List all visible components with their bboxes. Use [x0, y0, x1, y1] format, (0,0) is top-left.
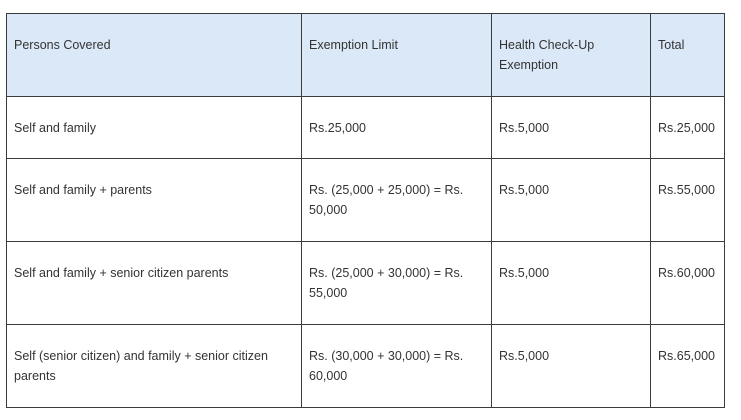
table-row	[7, 325, 725, 408]
cell-exemption-limit: Rs.25,000	[302, 97, 492, 159]
cell-health-checkup: Rs.5,000	[492, 325, 651, 408]
table-row	[7, 97, 725, 159]
cell-persons-covered: Self and family + senior citizen parents	[7, 242, 302, 325]
cell-persons-covered: Self (senior citizen) and family + senior citizen parents	[7, 325, 302, 408]
table-header-row	[7, 14, 725, 97]
cell-exemption-limit: Rs. (30,000 + 30,000) = Rs. 60,000	[302, 325, 492, 408]
cell-persons-covered: Self and family	[7, 97, 302, 159]
cell-total: Rs.60,000	[651, 242, 725, 325]
header-health-checkup-exemption: Health Check-Up Exemption	[492, 14, 651, 97]
cell-health-checkup: Rs.5,000	[492, 242, 651, 325]
cell-persons-covered: Self and family + parents	[7, 159, 302, 242]
cell-health-checkup: Rs.5,000	[492, 97, 651, 159]
exemption-table-container	[6, 13, 725, 408]
cell-exemption-limit: Rs. (25,000 + 30,000) = Rs. 55,000	[302, 242, 492, 325]
cell-total: Rs.55,000	[651, 159, 725, 242]
table-row	[7, 159, 725, 242]
table-row	[7, 242, 725, 325]
cell-exemption-limit: Rs. (25,000 + 25,000) = Rs. 50,000	[302, 159, 492, 242]
cell-total: Rs.65,000	[651, 325, 725, 408]
header-total: Total	[651, 14, 725, 97]
cell-total: Rs.25,000	[651, 97, 725, 159]
cell-health-checkup: Rs.5,000	[492, 159, 651, 242]
exemption-table	[6, 13, 725, 408]
header-exemption-limit: Exemption Limit	[302, 14, 492, 97]
header-persons-covered: Persons Covered	[7, 14, 302, 97]
